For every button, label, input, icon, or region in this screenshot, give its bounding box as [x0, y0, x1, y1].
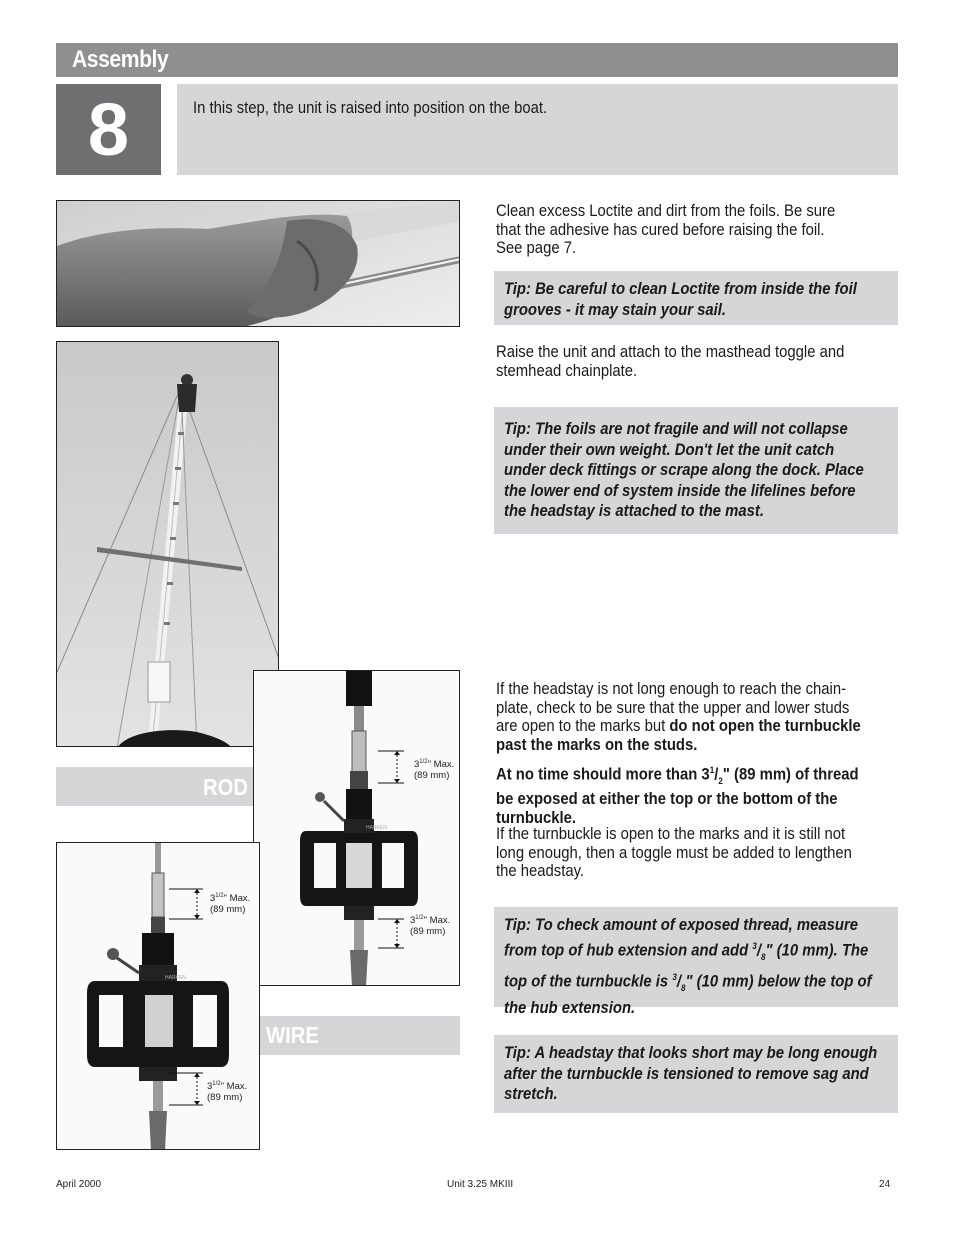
- paragraph-line: are open to the marks but do not open the turnbuckle: [496, 717, 861, 735]
- rod-label: ROD: [203, 774, 248, 800]
- wire-brand-mark: HARKEN: [165, 975, 186, 981]
- paragraph-line: At no time should more than $3^1/_2$" (89 mm) of thread: [496, 765, 859, 786]
- tip-box-short-headstay: [494, 1035, 898, 1113]
- paragraph-line: Clean excess Loctite and dirt from the foils. Be sure: [496, 202, 836, 220]
- photo-mast-image: [57, 342, 279, 747]
- photo-rod-turnbuckle-image: [254, 671, 460, 986]
- rod-dimension-lower: $3^{1/2}$" Max. (89 mm): [410, 915, 451, 937]
- photo-wire-turnbuckle-image: [57, 843, 260, 1150]
- photo-wire-turnbuckle: [56, 842, 260, 1150]
- tip-text-loctite: [504, 279, 882, 320]
- paragraph-line: that the adhesive has cured before raising the foil.: [496, 220, 825, 239]
- paragraph-line: See page 7.: [496, 239, 577, 257]
- tip-line: stretch.: [504, 1085, 558, 1103]
- tip-line: after the turnbuckle is tensioned to remove sag and: [504, 1064, 869, 1083]
- tip-line: grooves - it may stain your sail.: [504, 300, 727, 319]
- rod-brand-mark: HARKEN: [366, 825, 387, 831]
- paragraph-line: plate, check to be sure that the upper and lower studs: [496, 698, 850, 717]
- paragraph-clean-foils: [496, 202, 892, 258]
- paragraph-add-toggle: [496, 825, 892, 881]
- paragraph-line: be exposed at either the top or the bottom of the: [496, 790, 838, 809]
- photo-mast: [56, 341, 279, 747]
- footer-page-number: 24: [879, 1179, 891, 1190]
- paragraph-line: If the headstay is not long enough to reach the chain-: [496, 680, 847, 698]
- paragraph-raise-unit: [496, 343, 892, 380]
- paragraph-line: turnbuckle.: [496, 808, 577, 827]
- tip-line: Tip: To check amount of exposed thread, measure: [504, 916, 859, 934]
- photo-rod-turnbuckle: [253, 670, 460, 986]
- rod-label-bar: [56, 767, 253, 806]
- section-header-bar: [56, 43, 898, 77]
- tip-box-loctite: [494, 271, 898, 325]
- paragraph-line: past the marks on the studs.: [496, 735, 698, 754]
- footer-date: April 2000: [56, 1179, 102, 1190]
- tip-line: the hub extension.: [504, 999, 636, 1018]
- wire-label: WIRE: [266, 1022, 319, 1048]
- tip-line: Tip: Be careful to clean Loctite from inside the foil: [504, 280, 857, 298]
- tip-box-exposed-thread: [494, 907, 898, 1018]
- wire-label-bar: [260, 1016, 460, 1055]
- paragraph-line: the headstay.: [496, 862, 585, 880]
- paragraph-thread-warning: [496, 761, 892, 827]
- tip-line: under their own weight. Don't let the unit catch: [504, 440, 835, 459]
- paragraph-line: Raise the unit and attach to the masthead toggle and: [496, 343, 845, 361]
- tip-line: under deck fittings or scrape along the dock. Place: [504, 461, 864, 479]
- tip-line: the headstay is attached to the mast.: [504, 502, 764, 520]
- tip-text-short-headstay: [504, 1043, 882, 1105]
- paragraph-line: long enough, then a toggle must be added to lengthen: [496, 843, 852, 862]
- step-intro-box: [177, 84, 898, 175]
- tip-line: from top of hub extension and add $^3/_8$" (10 mm). The: [504, 940, 869, 962]
- tip-text-exposed-thread: [504, 915, 882, 1019]
- paragraph-line: If the turnbuckle is open to the marks and it is still not: [496, 825, 846, 843]
- photo-cleaning-foil: [56, 200, 460, 327]
- rod-dimension-upper: $3^{1/2}$" Max. (89 mm): [414, 759, 455, 781]
- tip-text-fragile: [504, 419, 882, 522]
- tip-line: Tip: The foils are not fragile and will not collapse: [504, 420, 848, 438]
- wire-dimension-upper: $3^{1/2}$" Max. (89 mm): [210, 893, 251, 915]
- tip-line: Tip: A headstay that looks short may be long enough: [504, 1044, 878, 1062]
- step-number: 8: [87, 88, 130, 171]
- footer-unit: Unit 3.25 MKIII: [447, 1179, 514, 1190]
- wire-dimension-lower: $3^{1/2}$" Max. (89 mm): [207, 1081, 248, 1103]
- step-number-box: [56, 84, 161, 175]
- tip-box-fragile: [494, 407, 898, 534]
- step-intro-text: In this step, the unit is raised into position on the boat.: [193, 99, 548, 117]
- paragraph-line: stemhead chainplate.: [496, 361, 638, 380]
- tip-line: the lower end of system inside the lifelines before: [504, 481, 856, 500]
- photo-cleaning-foil-image: [57, 201, 460, 327]
- tip-line: top of the turnbuckle is $^3/_8$" (10 mm) below the top of: [504, 971, 872, 993]
- section-title: Assembly: [72, 46, 169, 73]
- paragraph-headstay-length: [496, 680, 892, 754]
